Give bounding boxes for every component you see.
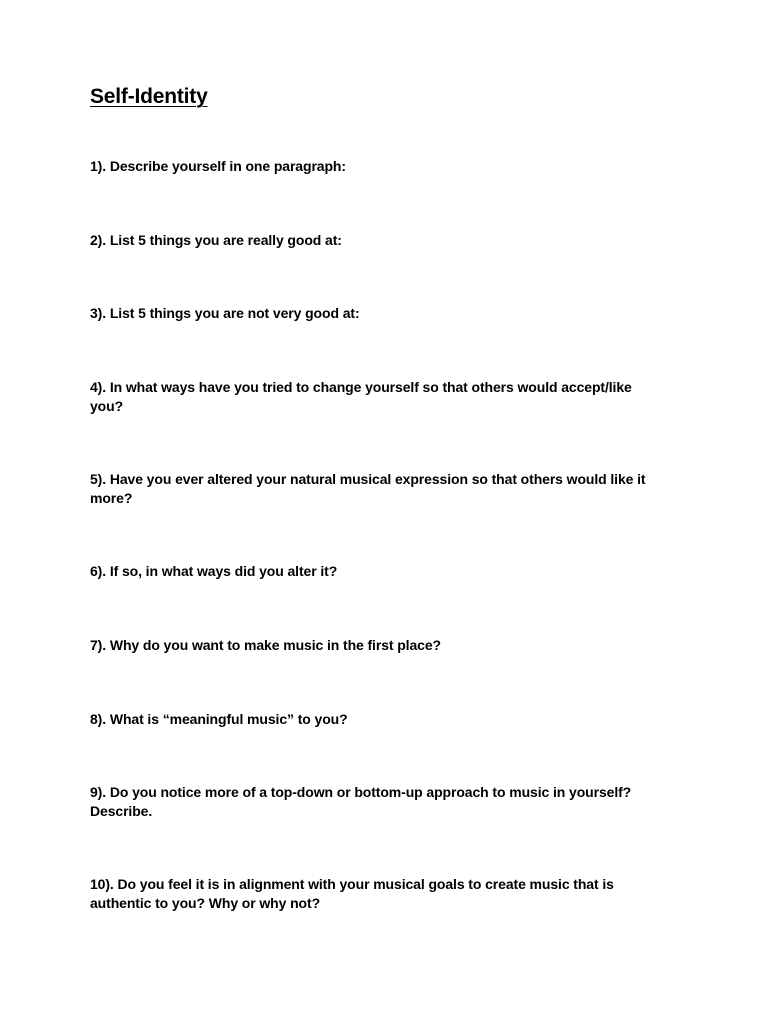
question-5 — [90, 470, 690, 508]
question-text-line-2: Describe. — [90, 803, 153, 819]
question-text: 7). Why do you want to make music in the first place? — [90, 637, 441, 653]
question-8 — [90, 710, 690, 729]
question-text: 3). List 5 things you are not very good at: — [90, 305, 360, 321]
question-text-line-2: authentic to you? Why or why not? — [90, 895, 321, 911]
question-text-line-2: more? — [90, 490, 133, 506]
question-6 — [90, 562, 690, 581]
question-text: 8). What is “meaningful music” to you? — [90, 711, 348, 727]
question-text: 6). If so, in what ways did you alter it? — [90, 563, 338, 579]
question-9 — [90, 783, 690, 821]
question-2 — [90, 231, 690, 250]
question-text-line-1: 9). Do you notice more of a top-down or bottom-up approach to music in yourself? — [90, 784, 632, 800]
question-text: 2). List 5 things you are really good at: — [90, 232, 342, 248]
question-4 — [90, 378, 690, 416]
question-text: 1). Describe yourself in one paragraph: — [90, 158, 346, 174]
question-text-line-2: you? — [90, 398, 124, 414]
question-7 — [90, 636, 690, 655]
question-10 — [90, 875, 690, 913]
question-text-line-1: 10). Do you feel it is in alignment with your musical goals to create music that is — [90, 876, 614, 892]
page-title: Self-Identity — [90, 85, 208, 108]
question-text-line-1: 5). Have you ever altered your natural musical expression so that others would like it — [90, 471, 646, 487]
question-3 — [90, 304, 690, 323]
question-1 — [90, 157, 690, 176]
question-text-line-1: 4). In what ways have you tried to change yourself so that others would accept/like — [90, 379, 632, 395]
